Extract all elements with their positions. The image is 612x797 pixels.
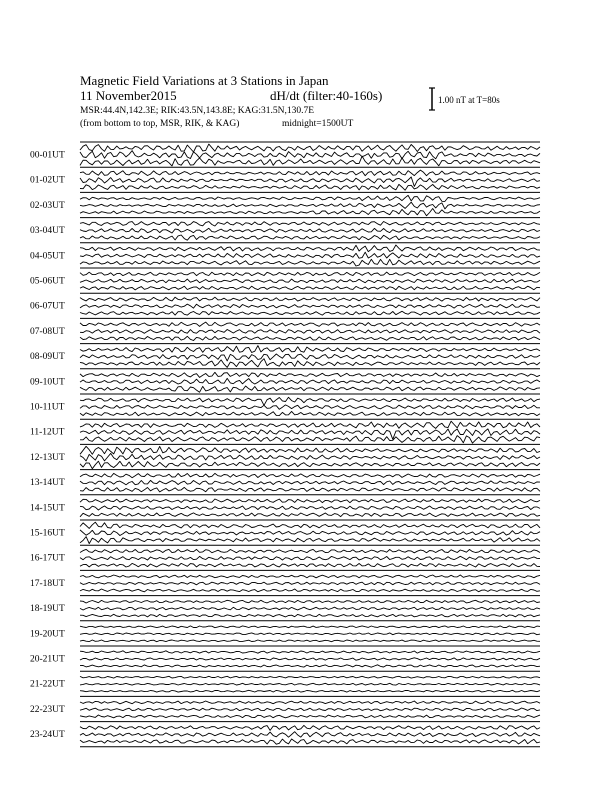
row-label: 07-08UT	[30, 326, 65, 337]
trace-rik	[80, 732, 540, 738]
row-label: 02-03UT	[30, 200, 65, 211]
trace-kag	[80, 651, 540, 653]
hour-row	[30, 722, 540, 745]
trace-msr	[80, 665, 540, 667]
trace-kag	[80, 676, 540, 678]
trace-kag	[80, 346, 540, 353]
trace-msr	[80, 537, 540, 544]
hour-row	[30, 167, 540, 190]
row-label: 10-11UT	[30, 402, 65, 413]
trace-msr	[80, 156, 540, 166]
trace-kag	[80, 446, 540, 454]
trace-kag	[80, 245, 540, 252]
trace-kag	[80, 222, 540, 227]
row-label: 11-12UT	[30, 427, 65, 438]
hour-row	[30, 268, 540, 290]
trace-msr	[80, 184, 540, 190]
trace-rik	[80, 530, 540, 536]
hour-row	[30, 218, 540, 241]
trace-rik	[80, 354, 540, 361]
stations-info: MSR:44.4N,142.3E; RIK:43.5N,143.8E; KAG:31.5N,130.7E	[80, 106, 315, 116]
hour-row	[30, 470, 540, 492]
hour-row	[30, 570, 540, 591]
trace-msr	[80, 311, 540, 315]
row-label: 21-22UT	[30, 679, 65, 690]
trace-kag	[80, 322, 540, 326]
trace-msr	[80, 286, 540, 290]
trace-kag	[80, 421, 540, 428]
trace-rik	[80, 556, 540, 560]
row-label: 04-05UT	[30, 251, 65, 262]
hour-row	[30, 520, 540, 544]
row-label: 16-17UT	[30, 553, 65, 564]
row-label: 00-01UT	[30, 150, 65, 161]
hour-row	[30, 394, 540, 416]
trace-rik	[80, 279, 540, 283]
trace-kag	[80, 473, 540, 477]
trace-kag	[80, 170, 540, 176]
scale-bar	[429, 88, 500, 110]
trace-kag	[80, 701, 540, 704]
trace-rik	[80, 202, 540, 209]
hour-row	[30, 696, 540, 717]
hour-row	[30, 671, 540, 692]
hour-row	[30, 369, 540, 392]
trace-rik	[80, 228, 540, 233]
row-label: 06-07UT	[30, 301, 65, 312]
trace-kag	[80, 522, 540, 528]
trace-kag	[80, 372, 540, 377]
trace-msr	[80, 259, 540, 266]
midnight-note: midnight=1500UT	[282, 119, 354, 129]
trace-msr	[80, 411, 540, 415]
row-label: 03-04UT	[30, 226, 65, 237]
trace-rik	[80, 151, 540, 159]
trace-kag	[80, 195, 540, 201]
trace-rik	[80, 658, 540, 660]
scale-bar-label: 1.00 nT at T=80s	[438, 95, 500, 105]
trace-rik	[80, 330, 540, 334]
row-label: 09-10UT	[30, 377, 65, 388]
trace-kag	[80, 144, 540, 152]
trace-kag	[80, 600, 540, 603]
trace-rik	[80, 405, 540, 409]
trace-msr	[80, 235, 540, 240]
row-label: 19-20UT	[30, 629, 65, 640]
trace-msr	[80, 739, 540, 744]
trace-kag	[80, 725, 540, 730]
trace-msr	[80, 690, 540, 692]
trace-kag	[80, 575, 540, 578]
row-label: 12-13UT	[30, 452, 65, 463]
trace-rik	[80, 582, 540, 585]
trace-kag	[80, 397, 540, 405]
hour-row	[30, 444, 540, 468]
station-order-note: (from bottom to top, MSR, RIK, & KAG)	[80, 119, 240, 129]
hour-row	[30, 293, 540, 315]
hour-row	[30, 318, 540, 340]
row-label: 13-14UT	[30, 478, 65, 489]
hour-row	[30, 419, 540, 443]
trace-msr	[80, 640, 540, 642]
chart-quantity: dH/dt (filter:40-160s)	[270, 88, 383, 103]
trace-rik	[80, 708, 540, 711]
trace-msr	[80, 386, 540, 392]
row-label: 18-19UT	[30, 604, 65, 615]
hour-row	[30, 142, 540, 166]
trace-rik	[80, 633, 540, 635]
trace-kag	[80, 297, 540, 301]
row-label: 05-06UT	[30, 276, 65, 287]
trace-rik	[80, 378, 540, 384]
trace-msr	[80, 487, 540, 492]
row-label: 14-15UT	[30, 503, 65, 514]
trace-msr	[80, 209, 540, 216]
trace-kag	[80, 626, 540, 628]
row-label: 23-24UT	[30, 730, 65, 741]
chart-date: 11 November2015	[80, 88, 177, 103]
trace-kag	[80, 272, 540, 276]
trace-msr	[80, 715, 540, 718]
trace-rik	[80, 453, 540, 461]
trace-rik	[80, 607, 540, 610]
row-label: 01-02UT	[30, 175, 65, 186]
trace-rik	[80, 252, 540, 258]
trace-msr	[80, 563, 540, 567]
hour-row	[30, 495, 540, 517]
trace-msr	[80, 359, 540, 368]
trace-rik	[80, 304, 540, 308]
row-label: 08-09UT	[30, 352, 65, 363]
hour-row	[30, 192, 540, 215]
trace-rik	[80, 683, 540, 685]
trace-kag	[80, 499, 540, 503]
row-label: 15-16UT	[30, 528, 65, 539]
chart-title: Magnetic Field Variations at 3 Stations in Japan	[80, 73, 329, 88]
hour-row	[30, 243, 540, 266]
trace-msr	[80, 461, 540, 469]
row-label: 22-23UT	[30, 704, 65, 715]
trace-rik	[80, 177, 540, 186]
trace-msr	[80, 614, 540, 617]
hour-row	[30, 646, 540, 667]
row-label: 17-18UT	[30, 578, 65, 589]
trace-msr	[80, 589, 540, 592]
row-label: 20-21UT	[30, 654, 65, 665]
trace-rik	[80, 480, 540, 484]
trace-msr	[80, 436, 540, 444]
trace-msr	[80, 336, 540, 340]
trace-rik	[80, 506, 540, 510]
hour-row	[30, 545, 540, 567]
trace-msr	[80, 513, 540, 517]
hour-row	[30, 596, 540, 617]
hour-row	[30, 344, 540, 368]
hour-rows	[30, 142, 540, 747]
hour-row	[30, 621, 540, 642]
trace-kag	[80, 549, 540, 553]
